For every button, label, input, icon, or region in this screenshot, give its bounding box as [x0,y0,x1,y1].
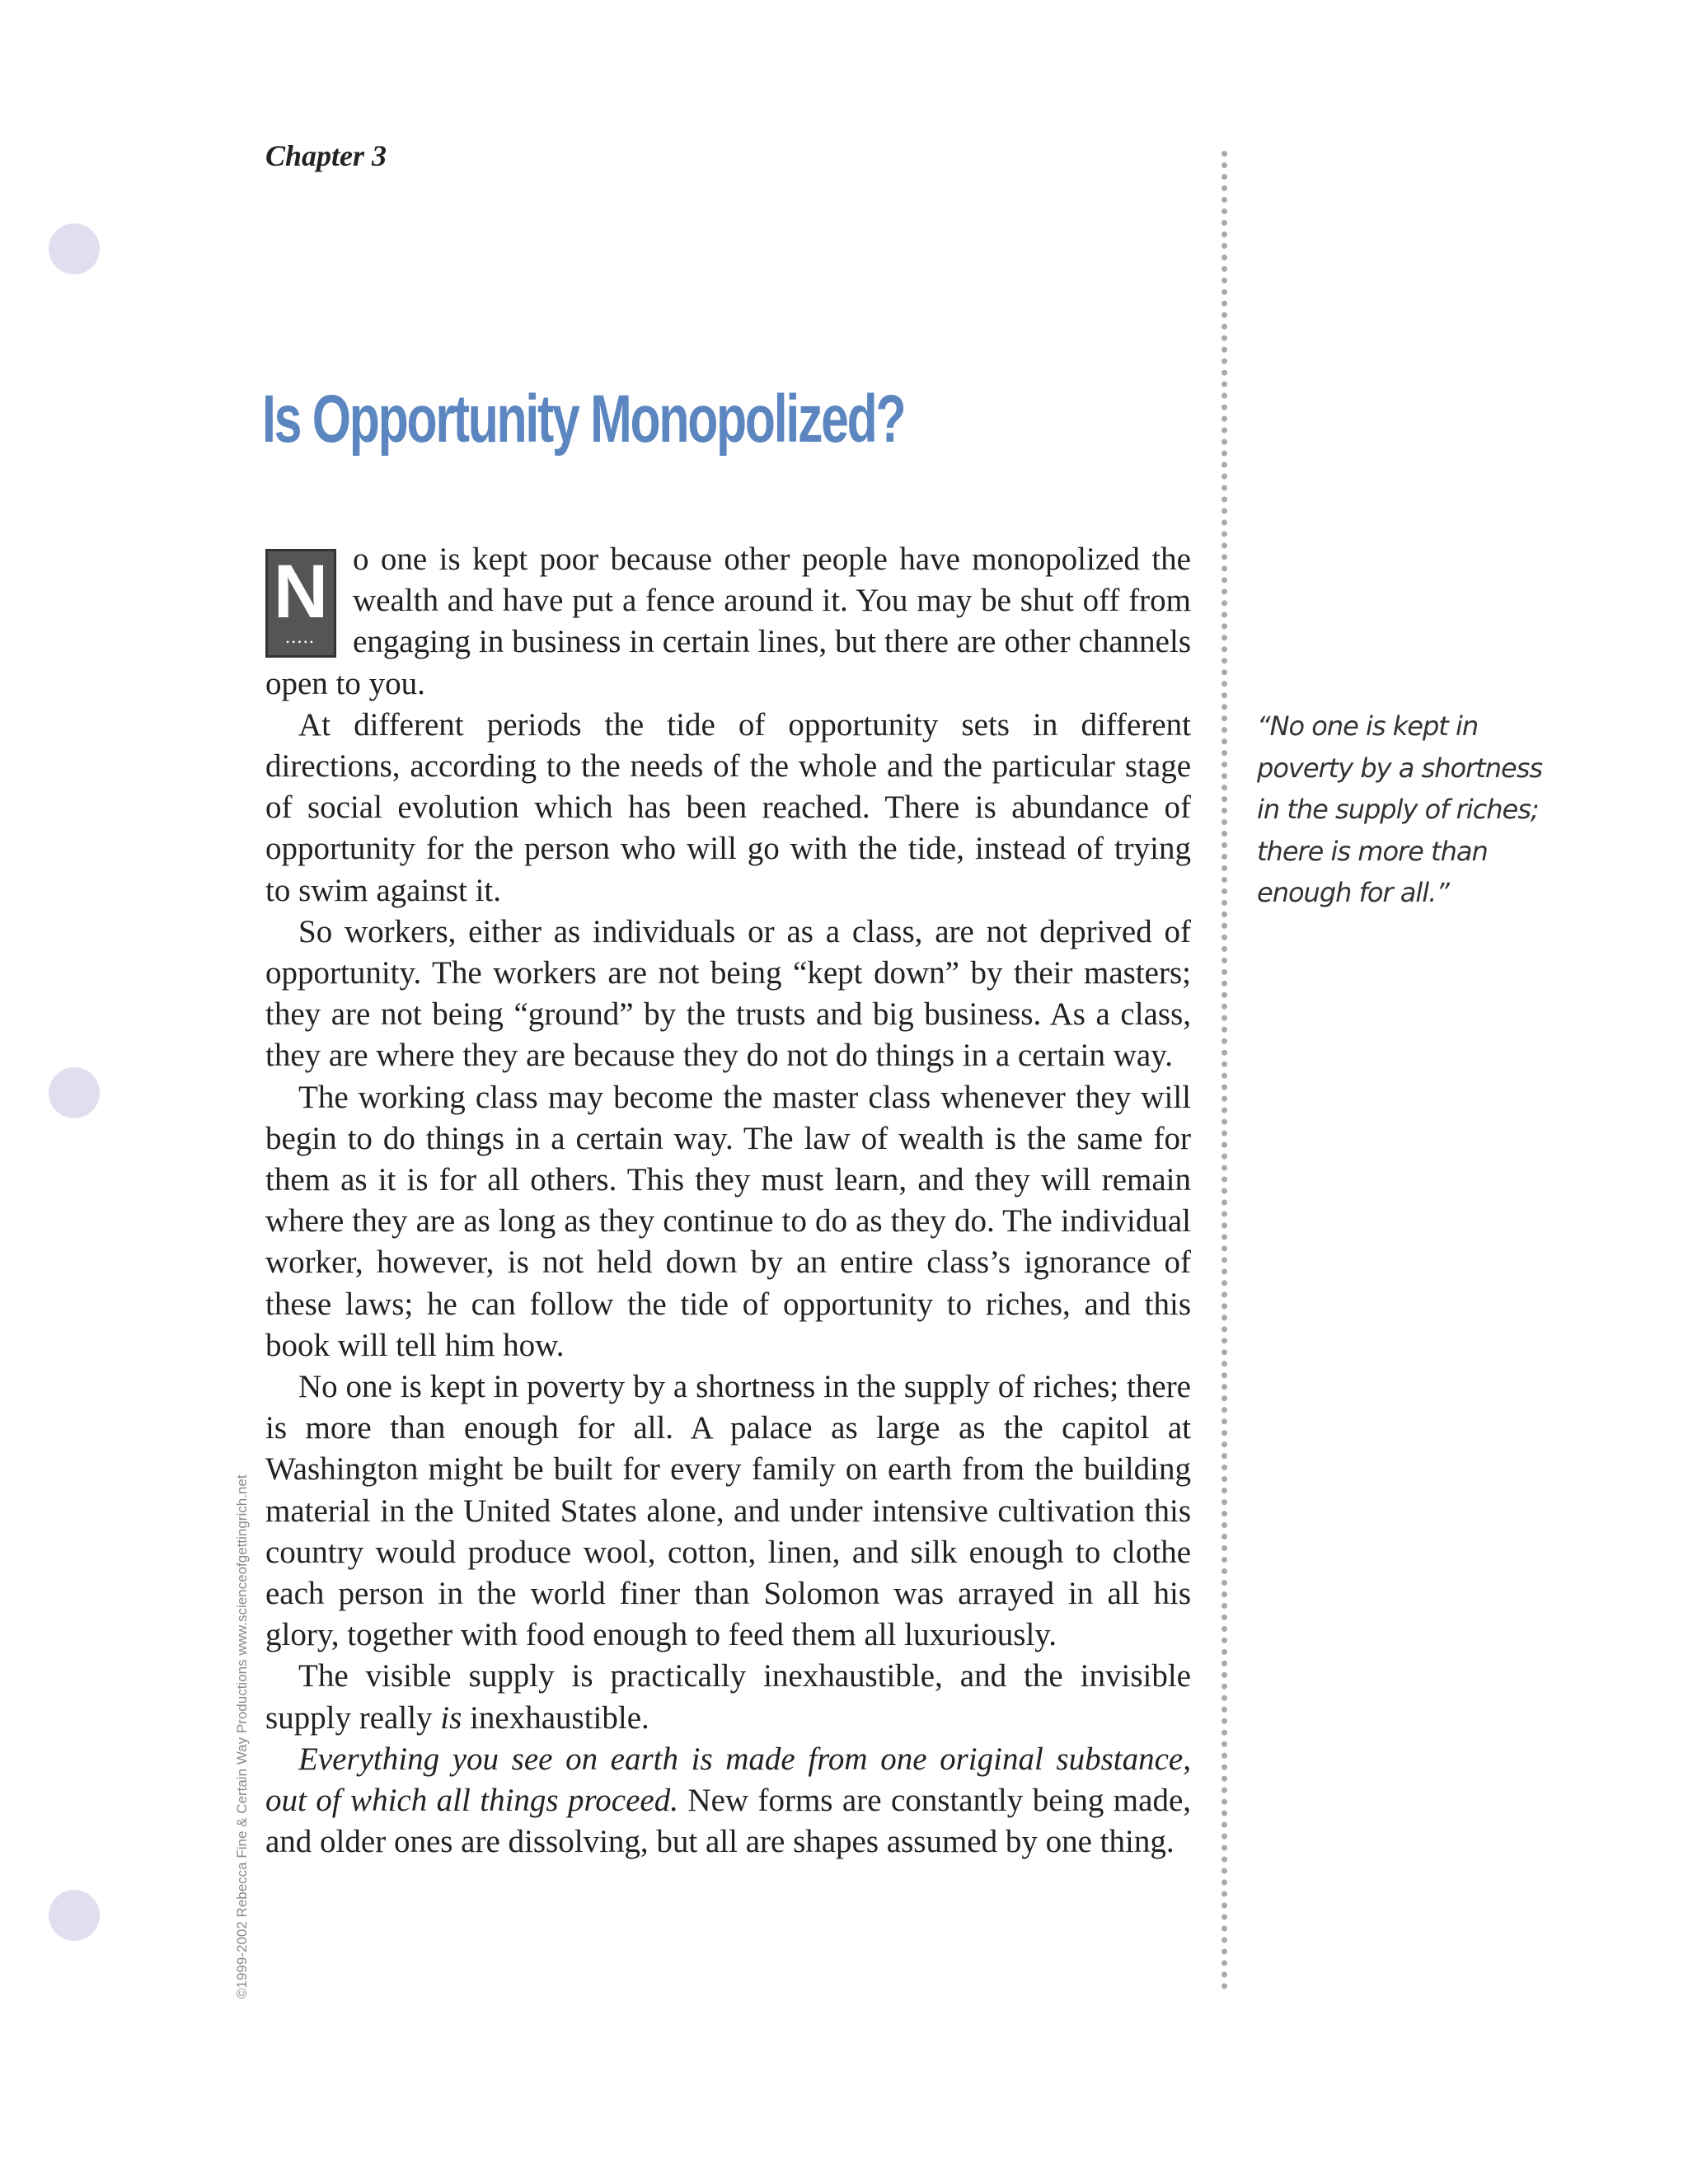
body-text [265,539,1191,1863]
paragraph-text: inexhaustible. [462,1699,649,1736]
paragraph [265,539,1191,705]
paragraph-text: o one is kept poor because other people have monopolized the wealth and have put a fence around it. You may be shut off from engaging in business in certain lines, but there are other channels open to you. [265,541,1191,701]
binder-hole [49,223,100,274]
drop-cap [265,549,336,658]
emphasis-text: is [440,1699,462,1736]
pull-quote: “No one is kept in poverty by a shortness in the supply of riches; there is more than enough for all.” [1257,710,1543,908]
drop-cap-dots: ••••• [285,636,316,648]
paragraph-text: New forms are constantly being made, and older ones are dissolving, but all are shapes assumed by one thing. [265,1783,1191,1860]
chapter-label: Chapter 3 [265,139,387,172]
paragraph: So workers, either as individuals or as a class, are not deprived of opportunity. The workers are not being “kept down” by their masters; they are not being “ground” by the trusts and big business. As a class, they are where they are because they do not do things in a certain way. [265,913,1191,1074]
paragraph: No one is kept in poverty by a shortness in the supply of riches; there is more than enough for all. A palace as large as the capitol at Washington might be built for every family on earth from the building material in the United States alone, and under intensive cultivation this country would produce wool, cotton, linen, and silk enough to clothe each person in the world finer than Solomon was arrayed in all his glory, together with food enough to feed them all luxuriously. [265,1369,1191,1653]
paragraph [265,1656,1191,1738]
paragraph: At different periods the tide of opportunity sets in different directions, according to the needs of the whole and the particular stage of social evolution which has been reached. There is abundance of opportunity for the person who will go with the tide, instead of trying to swim against it. [265,706,1191,908]
margin-divider [1221,151,1227,1990]
paragraph: The working class may become the master class whenever they will begin to do things in a certain way. The law of wealth is the same for them as it is for all others. This they must learn, and they will remain where they are as long as they continue to do as they do. The individual worker, however, is not held down by an entire class’s ignorance of these laws; he can follow the tide of opportunity to riches, and this book will tell him how. [265,1079,1191,1363]
paragraph-text: The visible supply is practically inexhaustible, and the invisible supply really [265,1658,1191,1736]
emphasis-text: Everything you see on earth is made from one original substance, out of which all things proceed. [265,1741,1191,1819]
binder-hole [49,1890,100,1941]
copyright-notice: ©1999-2002 Rebecca Fine & Certain Way Productions www.scienceofgettingrich.net [234,1474,250,1999]
page-title: Is Opportunity Monopolized? [262,382,905,457]
binder-hole [49,1067,100,1118]
paragraph [265,1739,1191,1863]
drop-cap-letter: N [273,550,329,634]
